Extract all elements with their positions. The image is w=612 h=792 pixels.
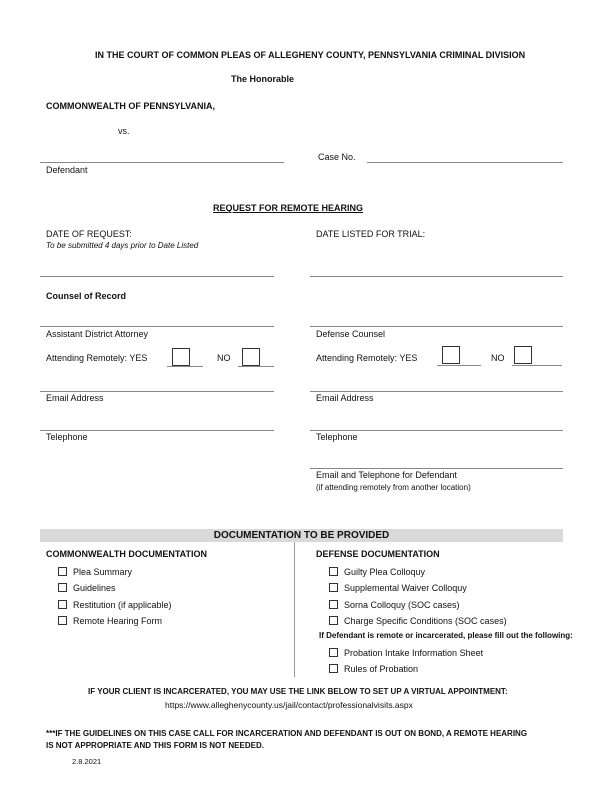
defense-doc-heading: DEFENSE DOCUMENTATION — [316, 549, 440, 559]
warning-line-1: ***IF THE GUIDELINES ON THIS CASE CALL FOR INCARCERATION AND DEFENDANT IS OUT ON BOND, A REMOTE HEARING — [46, 729, 528, 738]
checkbox-icon — [58, 616, 67, 625]
date-listed-label: DATE LISTED FOR TRIAL: — [316, 229, 426, 239]
checkbox-icon — [329, 648, 338, 657]
defense-yes-checkbox[interactable] — [442, 346, 460, 364]
defense-no-underline — [512, 365, 562, 366]
ada-no-checkbox[interactable] — [242, 348, 260, 366]
ada-email-line[interactable] — [40, 391, 274, 392]
date-of-request-note: To be submitted 4 days prior to Date Listed — [46, 241, 199, 250]
defense-extra-item[interactable] — [329, 664, 418, 674]
defense-email-line[interactable] — [310, 391, 563, 392]
ada-yes-checkbox[interactable] — [172, 348, 190, 366]
defense-extra-item[interactable] — [329, 648, 483, 658]
defense-no-label: NO — [491, 353, 505, 363]
defense-item[interactable] — [329, 600, 460, 610]
vs-label: vs. — [118, 126, 130, 136]
defense-item[interactable] — [329, 616, 507, 626]
ada-no-label: NO — [217, 353, 231, 363]
defense-item-label: Guilty Plea Colloquy — [344, 567, 426, 577]
defense-telephone-label: Telephone — [316, 432, 358, 442]
documentation-divider — [294, 542, 295, 677]
commonwealth-item[interactable] — [58, 567, 132, 577]
date-of-request-label: DATE OF REQUEST: — [46, 229, 132, 239]
honorable-label: The Honorable — [231, 74, 295, 84]
commonwealth-item[interactable] — [58, 616, 162, 626]
ada-email-label: Email Address — [46, 393, 104, 403]
checkbox-icon — [58, 583, 67, 592]
court-header: IN THE COURT OF COMMON PLEAS OF ALLEGHENY COUNTY, PENNSYLVANIA CRIMINAL DIVISION — [95, 50, 526, 60]
defense-yes-underline — [437, 365, 481, 366]
ada-attending-label: Attending Remotely: YES — [46, 353, 148, 363]
defense-telephone-line[interactable] — [310, 430, 563, 431]
incarcerated-notice: IF YOUR CLIENT IS INCARCERATED, YOU MAY USE THE LINK BELOW TO SET UP A VIRTUAL APPOINTMENT: — [88, 687, 508, 696]
commonwealth-item-label: Guidelines — [73, 583, 116, 593]
defendant-contact-line[interactable] — [310, 468, 563, 469]
defense-item-label: Charge Specific Conditions (SOC cases) — [344, 616, 507, 626]
checkbox-icon — [58, 600, 67, 609]
checkbox-icon — [329, 616, 338, 625]
defense-remote-note: If Defendant is remote or incarcerated, please fill out the following: — [319, 631, 573, 640]
defense-attending-label: Attending Remotely: YES — [316, 353, 418, 363]
defense-counsel-label: Defense Counsel — [316, 329, 386, 339]
checkbox-icon — [329, 600, 338, 609]
warning-line-2: IS NOT APPROPRIATE AND THIS FORM IS NOT NEEDED. — [46, 741, 264, 750]
documentation-bar: DOCUMENTATION TO BE PROVIDED — [40, 529, 563, 542]
checkbox-icon — [329, 567, 338, 576]
ada-label: Assistant District Attorney — [46, 329, 149, 339]
checkbox-icon — [329, 583, 338, 592]
commonwealth-item-label: Restitution (if applicable) — [73, 600, 172, 610]
commonwealth-item[interactable] — [58, 583, 116, 593]
defendant-contact-note: (if attending remotely from another location) — [316, 483, 471, 492]
ada-no-underline — [238, 366, 274, 367]
ada-telephone-line[interactable] — [40, 430, 274, 431]
defense-item-label: Supplemental Waiver Colloquy — [344, 583, 467, 593]
plaintiff-name: COMMONWEALTH OF PENNSYLVANIA, — [46, 101, 215, 111]
commonwealth-doc-heading: COMMONWEALTH DOCUMENTATION — [46, 549, 207, 559]
defendant-label: Defendant — [46, 165, 88, 175]
ada-yes-underline — [167, 366, 203, 367]
defense-extra-item-label: Rules of Probation — [344, 664, 419, 674]
form-title: REQUEST FOR REMOTE HEARING — [213, 203, 364, 213]
counsel-heading: Counsel of Record — [46, 291, 127, 301]
checkbox-icon — [58, 567, 67, 576]
date-listed-line[interactable] — [310, 276, 563, 277]
ada-name-line[interactable] — [40, 326, 274, 327]
defense-no-checkbox[interactable] — [514, 346, 532, 364]
defendant-line[interactable] — [40, 162, 284, 163]
defense-name-line[interactable] — [310, 326, 563, 327]
case-no-line[interactable] — [367, 162, 563, 163]
defense-email-label: Email Address — [316, 393, 374, 403]
visits-link[interactable]: https://www.alleghenycounty.us/jail/contact/professionalvisits.aspx — [165, 700, 413, 710]
date-of-request-line[interactable] — [40, 276, 274, 277]
defense-item-label: Sorna Colloquy (SOC cases) — [344, 600, 460, 610]
commonwealth-item-label: Remote Hearing Form — [73, 616, 163, 626]
defense-item[interactable] — [329, 567, 425, 577]
form-date: 2.8.2021 — [72, 757, 102, 766]
commonwealth-item-label: Plea Summary — [73, 567, 133, 577]
ada-telephone-label: Telephone — [46, 432, 88, 442]
defendant-contact-label: Email and Telephone for Defendant — [316, 470, 457, 480]
case-no-label: Case No. — [318, 152, 356, 162]
commonwealth-item[interactable] — [58, 600, 172, 610]
defense-extra-item-label: Probation Intake Information Sheet — [344, 648, 484, 658]
defense-item[interactable] — [329, 583, 467, 593]
checkbox-icon — [329, 664, 338, 673]
